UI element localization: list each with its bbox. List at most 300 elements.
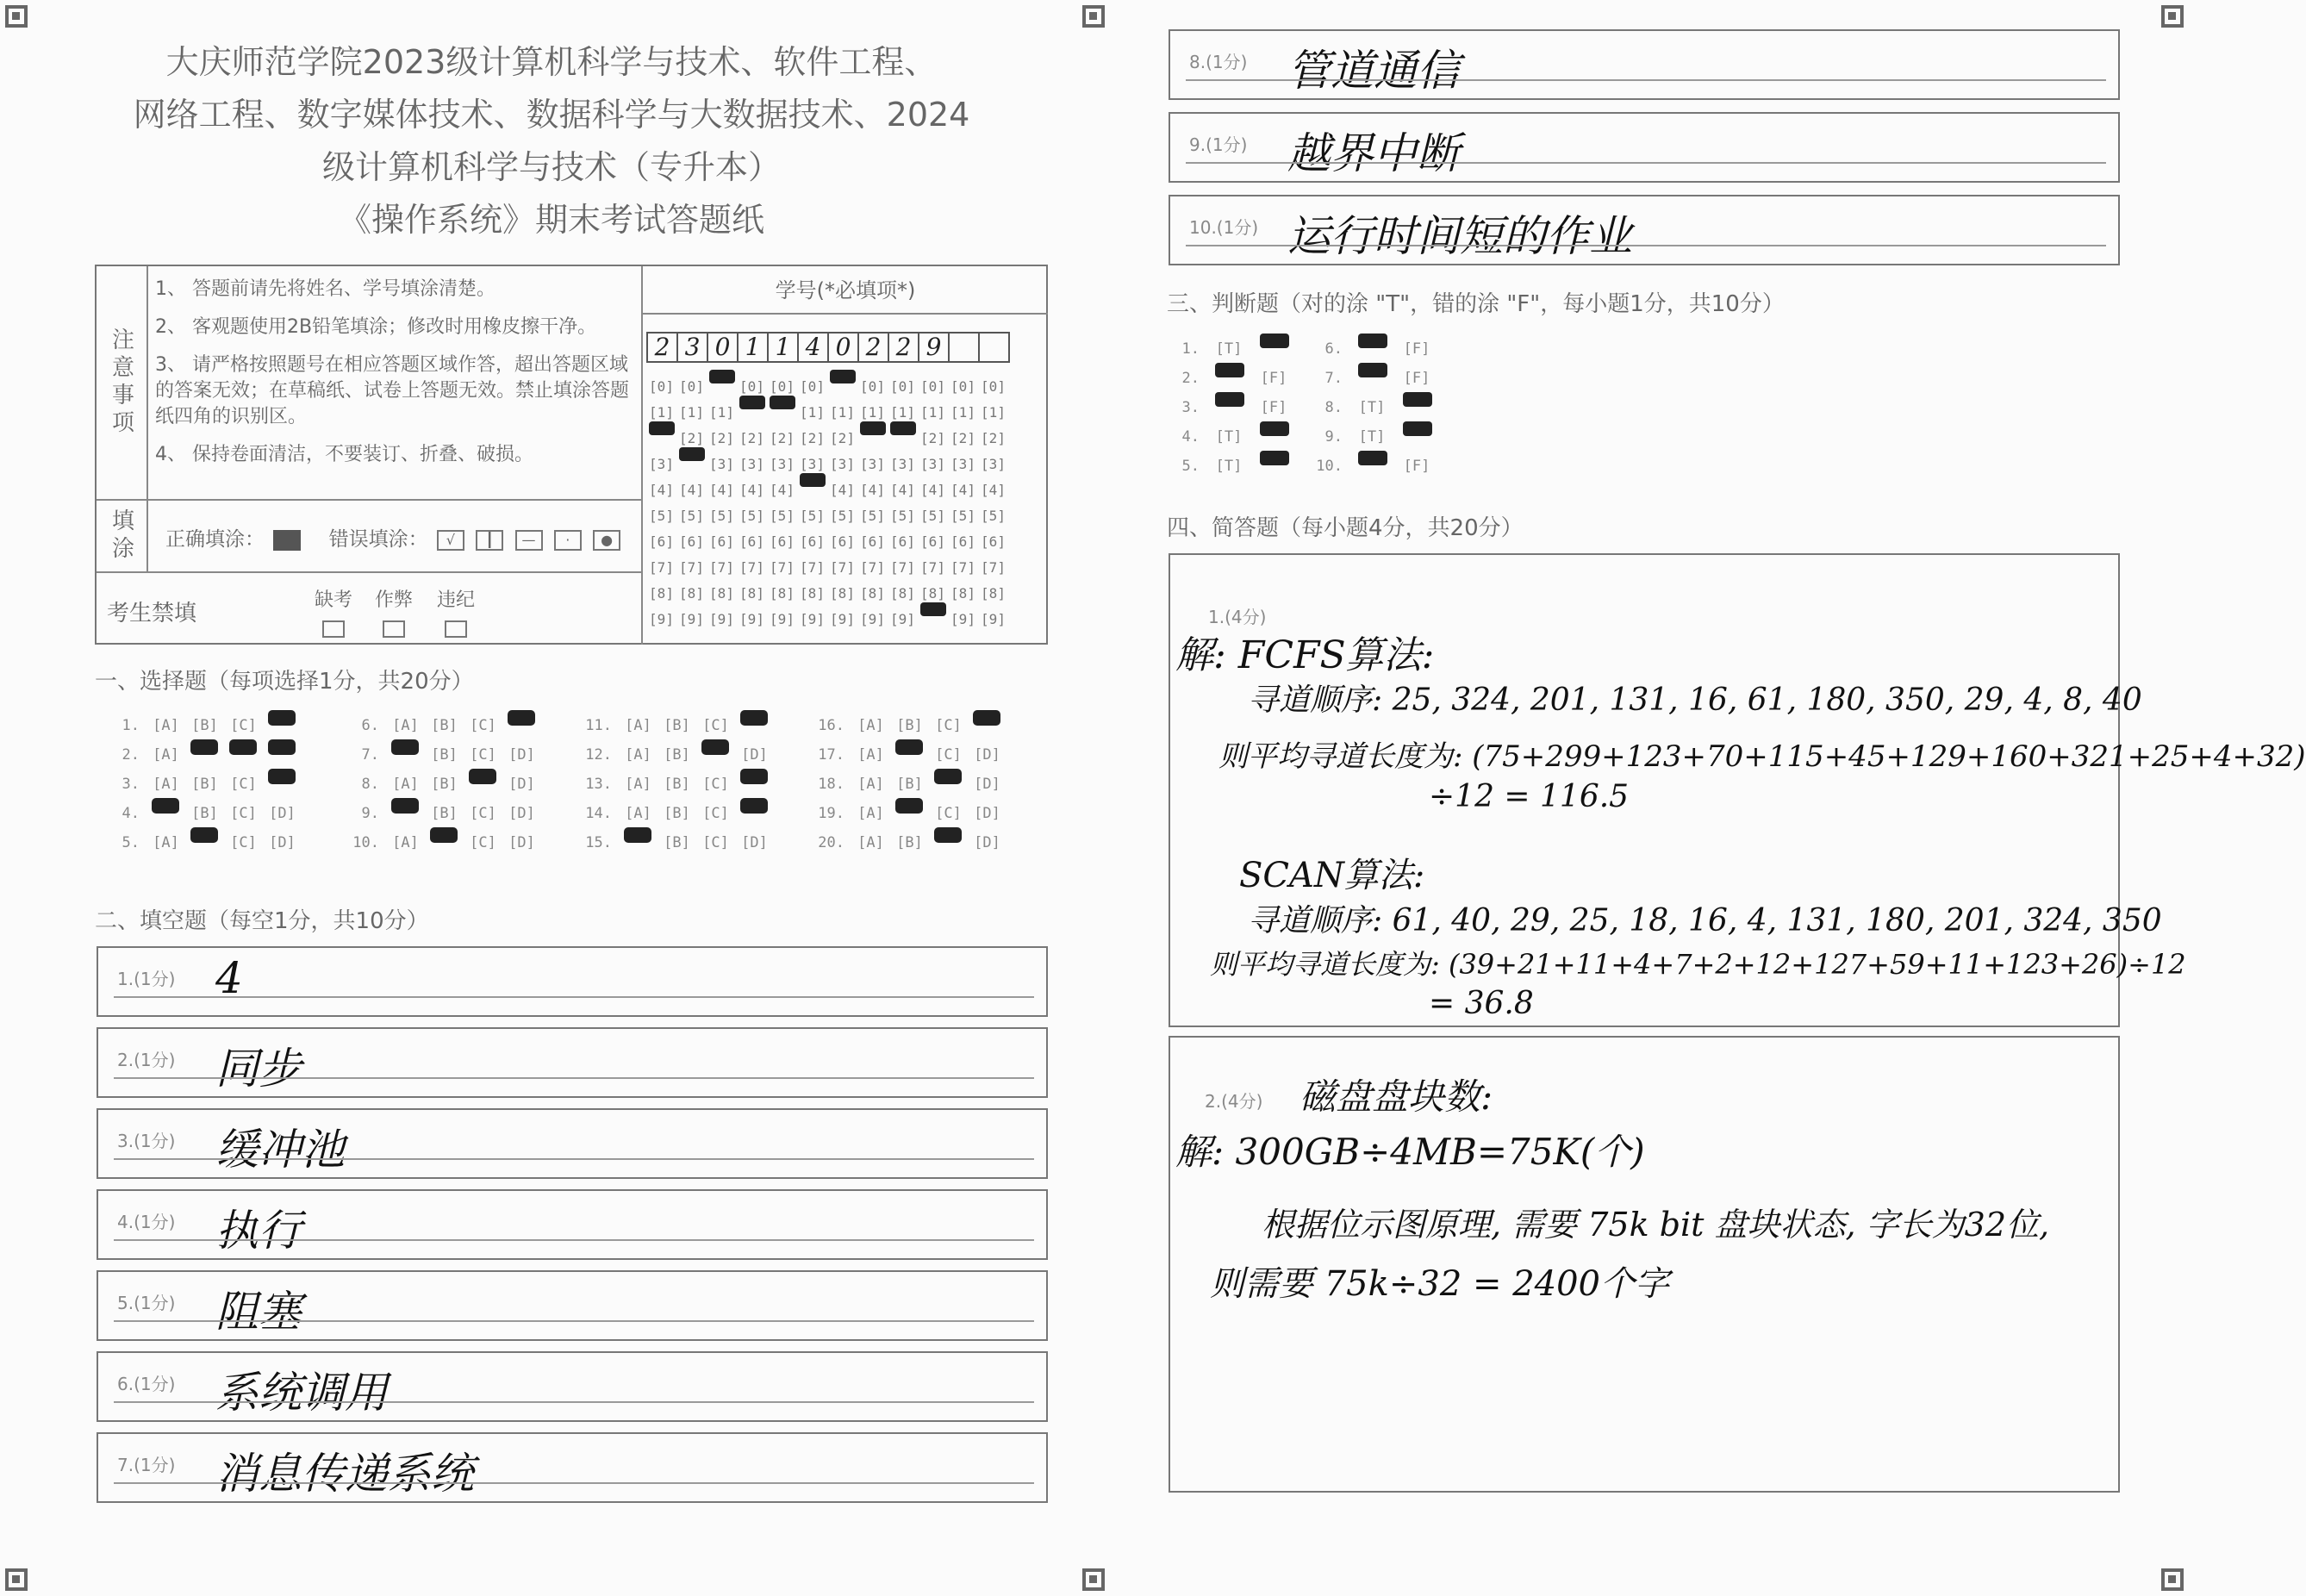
choice-option-bubble[interactable] [464,776,502,793]
student-id-bubble[interactable]: [2] [739,429,764,446]
student-id-bubble[interactable]: [0] [981,377,1006,395]
student-id-bubble[interactable]: [5] [649,507,674,524]
student-id-bubble[interactable]: [3] [981,455,1006,472]
student-id-bubble[interactable]: [5] [920,507,945,524]
wrong-fill-swatch: √ [437,530,464,551]
choice-option-bubble[interactable]: [A] [392,834,419,851]
student-id-bubble[interactable]: [9] [830,610,855,627]
handwritten-answer[interactable]: 缓冲池 [215,1125,345,1175]
truefalse-column [1308,334,1439,481]
choice-option-bubble[interactable]: [D] [508,834,535,851]
student-id-bubble[interactable]: [4] [860,481,885,498]
student-id-bubble[interactable]: [0] [649,377,674,395]
student-id-digit-cell[interactable] [948,332,980,363]
student-id-bubble[interactable]: [6] [649,533,674,550]
choice-option-bubble[interactable]: [B] [664,776,690,793]
student-id-bubble-row [646,477,1008,502]
student-id-digit-cell[interactable]: 3 [676,332,708,363]
student-id-bubble[interactable]: [6] [679,533,704,550]
student-id-bubble[interactable]: [4] [649,481,674,498]
student-id-bubble[interactable] [767,396,797,429]
correct-fill-label: 正确填涂： [165,528,265,551]
note-item: 4、 保持卷面清洁，不要装订、折叠、破损。 [155,444,533,465]
wrong-fill-swatch: — [515,530,543,551]
student-id-bubble[interactable]: [7] [890,558,915,576]
student-id-bubble[interactable]: [9] [890,610,915,627]
truefalse-question-row [1165,452,1296,481]
handwritten-answer[interactable]: 管道通信 [1287,46,1460,96]
choice-option-bubble[interactable] [619,834,658,851]
handwritten-answer-line: 解: FCFS算法: [1175,633,1435,677]
student-id-digit-cell[interactable] [978,332,1010,363]
choice-option-bubble[interactable]: [C] [702,776,729,793]
student-id-bubble[interactable]: [6] [830,533,855,550]
student-id-bubble[interactable]: [3] [770,455,795,472]
choice-option-bubble[interactable]: [B] [431,776,458,793]
student-id-bubble[interactable]: [4] [920,481,945,498]
choice-option-bubble[interactable]: [B] [191,717,218,734]
student-id-bubble[interactable]: [1] [800,403,825,421]
choice-option-bubble[interactable] [502,717,541,734]
choice-option-bubble[interactable]: [A] [857,776,884,793]
choice-column [109,711,333,857]
truefalse-option-bubble[interactable]: [F] [1403,458,1430,475]
student-id-bubble[interactable]: [0] [950,377,975,395]
choice-option-bubble[interactable]: [B] [664,746,690,764]
student-id-digit-cell[interactable]: 2 [857,332,889,363]
choice-option-bubble[interactable] [224,746,263,764]
student-id-bubble[interactable]: [3] [950,455,975,472]
student-id-bubble[interactable]: [4] [890,481,915,498]
student-id-bubble[interactable]: [2] [679,429,704,446]
student-id-digit-cell[interactable]: 9 [918,332,950,363]
choice-option-bubble[interactable]: [A] [857,805,884,822]
choice-question-number: 12. [585,746,612,764]
choice-option-bubble[interactable]: [C] [470,834,496,851]
student-id-bubble[interactable]: [9] [709,610,734,627]
choice-option-bubble[interactable] [146,805,185,822]
student-id-bubble[interactable]: [6] [709,533,734,550]
student-id-digit-cell[interactable]: 1 [737,332,769,363]
choice-question-number: 17. [818,746,844,764]
truefalse-option-bubble[interactable] [1349,370,1394,387]
student-id-bubble[interactable] [827,370,857,403]
truefalse-option-bubble[interactable] [1251,340,1296,358]
fill-method-label: 填涂 [97,501,148,571]
student-id-bubble[interactable]: [9] [679,610,704,627]
truefalse-option-bubble[interactable]: [T] [1358,428,1386,446]
student-id-bubble[interactable]: [5] [950,507,975,524]
student-id-bubble[interactable]: [3] [800,455,825,472]
student-id-bubble[interactable] [918,602,948,636]
truefalse-option-bubble[interactable] [1349,340,1394,358]
choice-option-bubble[interactable] [735,717,774,734]
student-id-bubble[interactable]: [8] [860,584,885,602]
truefalse-option-bubble[interactable]: [T] [1215,458,1243,475]
choice-option-bubble[interactable]: [C] [935,805,962,822]
choice-option-bubble[interactable] [735,776,774,793]
student-id-digit-cell[interactable]: 4 [797,332,829,363]
student-id-bubble[interactable]: [7] [920,558,945,576]
choice-option-bubble[interactable] [386,805,425,822]
choice-option-bubble[interactable]: [C] [230,776,257,793]
student-id-bubble[interactable]: [9] [770,610,795,627]
student-id-bubble[interactable]: [5] [739,507,764,524]
choice-option-bubble[interactable] [185,834,224,851]
section-short-answer-title: 四、简答题（每小题4分，共20分） [1167,515,1524,541]
student-id-bubble[interactable]: [2] [800,429,825,446]
handwritten-answer[interactable]: 4 [215,953,243,1003]
student-id-bubble[interactable]: [0] [860,377,885,395]
choice-option-bubble[interactable]: [B] [896,776,923,793]
student-id-bubble[interactable]: [6] [920,533,945,550]
student-id-bubble[interactable] [646,421,676,455]
choice-option-bubble[interactable]: [A] [625,776,651,793]
student-id-bubble[interactable] [857,421,888,455]
student-id-bubble-row [646,373,1008,399]
truefalse-option-bubble[interactable]: [F] [1403,340,1430,358]
student-id-bubble[interactable]: [4] [770,481,795,498]
student-id-bubble[interactable]: [8] [679,584,704,602]
student-id-bubble[interactable]: [4] [830,481,855,498]
student-id-bubble[interactable] [707,370,737,403]
handwritten-answer[interactable]: 运行时间短的作业 [1287,211,1632,261]
choice-option-bubble[interactable] [968,717,1007,734]
choice-option-bubble[interactable]: [D] [974,746,1000,764]
student-id-bubble[interactable]: [9] [649,610,674,627]
choice-option-bubble[interactable] [890,805,929,822]
choice-option-bubble[interactable]: [A] [625,805,651,822]
student-id-bubble[interactable]: [5] [981,507,1006,524]
student-id-bubble[interactable]: [8] [981,584,1006,602]
choice-option-bubble[interactable]: [B] [664,717,690,734]
choice-option-bubble[interactable] [263,717,302,734]
choice-option-bubble[interactable]: [B] [431,805,458,822]
student-id-bubble[interactable]: [7] [830,558,855,576]
student-id-bubble[interactable]: [5] [830,507,855,524]
student-id-bubble[interactable]: [5] [860,507,885,524]
student-id-bubble[interactable]: [7] [649,558,674,576]
student-id-bubble[interactable]: [9] [981,610,1006,627]
choice-option-bubble[interactable]: [A] [392,776,419,793]
choice-option-bubble[interactable]: [C] [702,717,729,734]
choice-option-bubble[interactable]: [D] [508,805,535,822]
student-id-bubble[interactable]: [1] [890,403,915,421]
student-id-bubble[interactable]: [8] [920,584,945,602]
student-id-bubble[interactable]: [1] [981,403,1006,421]
handwritten-answer[interactable]: 执行 [215,1206,302,1256]
truefalse-option-bubble[interactable] [1349,458,1394,475]
choice-question-number: 5. [122,834,140,851]
student-id-bubble[interactable]: [7] [709,558,734,576]
student-id-bubble[interactable]: [2] [981,429,1006,446]
student-id-digits [646,332,1008,363]
answer-underline [114,1482,1034,1484]
choice-option-bubble[interactable]: [D] [974,805,1000,822]
choice-option-bubble[interactable]: [C] [230,717,257,734]
truefalse-option-bubble[interactable]: [T] [1215,428,1243,446]
handwritten-answer[interactable]: 同步 [215,1044,302,1094]
choice-option-bubble[interactable]: [A] [153,776,179,793]
student-id-bubble[interactable]: [0] [890,377,915,395]
choice-option-bubble[interactable] [929,834,968,851]
handwritten-answer-line: 则平均寻道长度为: (39+21+11+4+7+2+12+127+59+11+123+26)÷12 [1210,948,2186,981]
choice-option-bubble[interactable]: [D] [508,776,535,793]
student-id-digit-cell[interactable]: 2 [646,332,678,363]
answer-underline [114,1239,1034,1241]
student-id-bubble[interactable]: [9] [800,610,825,627]
student-id-bubble[interactable] [888,421,918,455]
student-id-bubble[interactable]: [1] [679,403,704,421]
choice-option-bubble[interactable] [735,805,774,822]
choice-option-bubble[interactable]: [C] [470,805,496,822]
student-id-bubble[interactable]: [1] [709,403,734,421]
student-id-bubble[interactable]: [1] [830,403,855,421]
choice-option-bubble[interactable]: [A] [625,746,651,764]
absent-checkbox[interactable]: 缺考 [303,585,364,638]
truefalse-option-bubble[interactable] [1206,370,1251,387]
choice-option-bubble[interactable]: [D] [508,746,535,764]
truefalse-question-row [1165,334,1296,364]
student-id-bubble[interactable]: [4] [679,481,704,498]
student-id-bubble[interactable]: [5] [679,507,704,524]
student-id-bubble[interactable]: [3] [920,455,945,472]
student-id-digit-cell[interactable]: 0 [827,332,859,363]
choice-option-bubble[interactable]: [D] [741,834,768,851]
student-id-bubble[interactable] [676,447,707,481]
choice-question-number: 7. [361,746,379,764]
choice-option-bubble[interactable]: [B] [431,746,458,764]
truefalse-option-bubble[interactable] [1251,458,1296,475]
choice-option-bubble[interactable] [263,746,302,764]
student-id-bubble[interactable]: [7] [739,558,764,576]
choice-question-row [813,828,1038,857]
student-id-bubble[interactable]: [8] [649,584,674,602]
note-item: 1、 答题前请先将姓名、学号填涂清楚。 [155,278,495,300]
student-id-bubble[interactable]: [3] [649,455,674,472]
correct-fill-swatch [273,530,301,551]
title-line: 网络工程、数字媒体技术、数据科学与大数据技术、2024 [133,96,970,134]
handwritten-answer[interactable]: 系统调用 [215,1368,388,1418]
truefalse-option-bubble[interactable]: [T] [1358,399,1386,416]
choice-question-number: 1. [122,717,140,734]
student-id-bubble[interactable]: [5] [770,507,795,524]
blank-number: 7.(1分) [117,1455,176,1475]
truefalse-question-row [1308,422,1439,452]
student-id-bubble[interactable]: [6] [981,533,1006,550]
handwritten-answer[interactable]: 越界中断 [1287,128,1460,178]
choice-option-bubble[interactable]: [D] [974,776,1000,793]
student-id-bubble[interactable]: [6] [770,533,795,550]
truefalse-option-bubble[interactable] [1251,428,1296,446]
choice-option-bubble[interactable]: [C] [230,834,257,851]
violation-checkbox[interactable]: 违纪 [426,585,486,638]
fill-blank-box [97,1270,1048,1341]
truefalse-question-row [1308,334,1439,364]
choice-option-bubble[interactable]: [A] [153,746,179,764]
student-id-digit-cell[interactable]: 0 [707,332,739,363]
student-id-bubble[interactable]: [9] [860,610,885,627]
student-id-bubble[interactable]: [0] [739,377,764,395]
student-id-bubble[interactable]: [8] [830,584,855,602]
choice-option-bubble[interactable] [929,776,968,793]
student-id-bubble[interactable]: [3] [860,455,885,472]
student-id-bubble[interactable]: [1] [950,403,975,421]
student-id-digit-cell[interactable]: 1 [767,332,799,363]
choice-option-bubble[interactable] [890,746,929,764]
choice-option-bubble[interactable]: [C] [470,746,496,764]
choice-question-number: 13. [585,776,612,793]
choice-option-bubble[interactable]: [C] [702,805,729,822]
truefalse-question-number: 5. [1181,458,1200,475]
student-id-bubble[interactable]: [8] [770,584,795,602]
handwritten-answer[interactable]: 阻塞 [215,1287,302,1337]
student-id-bubble[interactable]: [6] [950,533,975,550]
choice-option-bubble[interactable]: [A] [857,717,884,734]
student-id-bubble[interactable]: [6] [800,533,825,550]
student-id-bubble[interactable]: [2] [770,429,795,446]
choice-question-row [581,828,805,857]
student-id-bubble[interactable]: [3] [830,455,855,472]
student-id-bubble[interactable]: [0] [800,377,825,395]
choice-option-bubble[interactable]: [C] [702,834,729,851]
student-id-bubble[interactable]: [2] [920,429,945,446]
choice-option-bubble[interactable]: [D] [741,746,768,764]
student-id-digit-cell[interactable]: 2 [888,332,919,363]
student-id-bubble[interactable]: [7] [950,558,975,576]
answer-underline [114,1320,1034,1322]
handwritten-answer[interactable]: 消息传递系统 [215,1449,474,1499]
choice-question-number: 8. [361,776,379,793]
choice-option-bubble[interactable]: [A] [857,834,884,851]
student-id-bubble[interactable]: [8] [709,584,734,602]
student-id-bubble[interactable]: [8] [739,584,764,602]
student-id-bubble[interactable]: [4] [739,481,764,498]
choice-option-bubble[interactable] [185,746,224,764]
student-id-bubble[interactable]: [9] [950,610,975,627]
student-id-bubble[interactable]: [7] [981,558,1006,576]
student-id-bubble[interactable]: [0] [770,377,795,395]
truefalse-question-row [1308,452,1439,481]
choice-option-bubble[interactable] [263,776,302,793]
registration-mark-top-right [2161,5,2184,28]
student-id-bubble[interactable]: [2] [950,429,975,446]
choice-column [348,711,572,857]
choice-option-bubble[interactable]: [B] [191,776,218,793]
examiner-only-row [97,571,641,645]
answer-underline [1186,79,2106,81]
note-item: 2、 客观题使用2B铅笔填涂；修改时用橡皮擦干净。 [155,316,597,338]
student-id-bubble[interactable]: [4] [709,481,734,498]
short-answer-box-2 [1169,1036,2120,1493]
student-id-bubble[interactable]: [7] [800,558,825,576]
student-id-bubble[interactable]: [5] [709,507,734,524]
cheating-checkbox[interactable]: 作弊 [364,585,424,638]
truefalse-option-bubble[interactable] [1394,399,1439,416]
question-number: 1.(4分) [1208,607,1267,627]
handwritten-answer-line: 磁盘盘块数: [1299,1075,1493,1118]
choice-option-bubble[interactable]: [B] [664,805,690,822]
choice-question-number: 18. [818,776,844,793]
choice-option-bubble[interactable]: [C] [935,746,962,764]
choice-option-bubble[interactable]: [A] [857,746,884,764]
student-id-bubble[interactable]: [7] [860,558,885,576]
student-id-bubble[interactable]: [5] [890,507,915,524]
choice-option-bubble[interactable]: [B] [191,805,218,822]
choice-option-bubble[interactable]: [A] [153,834,179,851]
choice-question-row [581,770,805,799]
choice-option-bubble[interactable]: [C] [470,717,496,734]
student-id-bubble[interactable]: [2] [709,429,734,446]
truefalse-option-bubble[interactable]: [F] [1403,370,1430,387]
choice-option-bubble[interactable]: [D] [269,805,296,822]
student-id-bubble[interactable]: [6] [739,533,764,550]
student-id-bubble[interactable]: [9] [739,610,764,627]
student-id-bubble[interactable]: [4] [950,481,975,498]
student-id-bubble[interactable]: [3] [709,455,734,472]
student-id-bubble[interactable]: [3] [739,455,764,472]
choice-option-bubble[interactable]: [D] [269,834,296,851]
choice-option-bubble[interactable]: [B] [431,717,458,734]
choice-question-number: 2. [122,746,140,764]
student-id-bubble-row [646,554,1008,580]
student-id-bubble[interactable]: [8] [950,584,975,602]
choice-question-row [581,711,805,740]
truefalse-option-bubble[interactable]: [F] [1260,370,1287,387]
truefalse-option-bubble[interactable] [1394,428,1439,446]
choice-option-bubble[interactable] [386,746,425,764]
choice-option-bubble[interactable]: [C] [230,805,257,822]
choice-question-row [348,799,572,828]
choice-option-bubble[interactable]: [D] [974,834,1000,851]
truefalse-option-bubble[interactable]: [T] [1215,340,1243,358]
student-id-bubble[interactable]: [1] [860,403,885,421]
choice-option-bubble[interactable]: [A] [625,717,651,734]
choice-option-bubble[interactable]: [B] [664,834,690,851]
choice-option-bubble[interactable]: [B] [896,834,923,851]
choice-option-bubble[interactable] [696,746,735,764]
choice-option-bubble[interactable]: [A] [392,717,419,734]
student-id-bubble[interactable]: [0] [679,377,704,395]
student-id-bubble[interactable]: [6] [890,533,915,550]
student-id-bubble[interactable]: [3] [890,455,915,472]
student-id-bubble[interactable]: [7] [770,558,795,576]
truefalse-option-bubble[interactable]: [F] [1260,399,1287,416]
student-id-bubble[interactable]: [1] [649,403,674,421]
student-id-bubble[interactable] [797,473,827,507]
student-id-bubble[interactable]: [1] [920,403,945,421]
student-id-bubble[interactable]: [6] [860,533,885,550]
truefalse-option-bubble[interactable] [1206,399,1251,416]
title-line: 级计算机科学与技术（专升本） [321,148,781,186]
handwritten-answer-line: 则平均寻道长度为: (75+299+123+70+115+45+129+160+321+25+4+32) [1218,739,2306,774]
student-id-bubble[interactable]: [8] [890,584,915,602]
choice-question-number: 20. [818,834,844,851]
choice-question-row [813,799,1038,828]
choice-option-bubble[interactable]: [B] [896,717,923,734]
student-id-bubble[interactable]: [8] [800,584,825,602]
choice-option-bubble[interactable]: [A] [153,717,179,734]
choice-option-bubble[interactable]: [C] [935,717,962,734]
student-id-bubble[interactable]: [5] [800,507,825,524]
student-id-bubble[interactable]: [0] [920,377,945,395]
student-id-bubble[interactable]: [7] [679,558,704,576]
wrong-fill-label: 错误填涂： [328,528,428,551]
student-id-bubble[interactable]: [4] [981,481,1006,498]
student-id-bubble[interactable]: [2] [830,429,855,446]
choice-option-bubble[interactable] [425,834,464,851]
student-id-bubble[interactable] [737,396,767,429]
